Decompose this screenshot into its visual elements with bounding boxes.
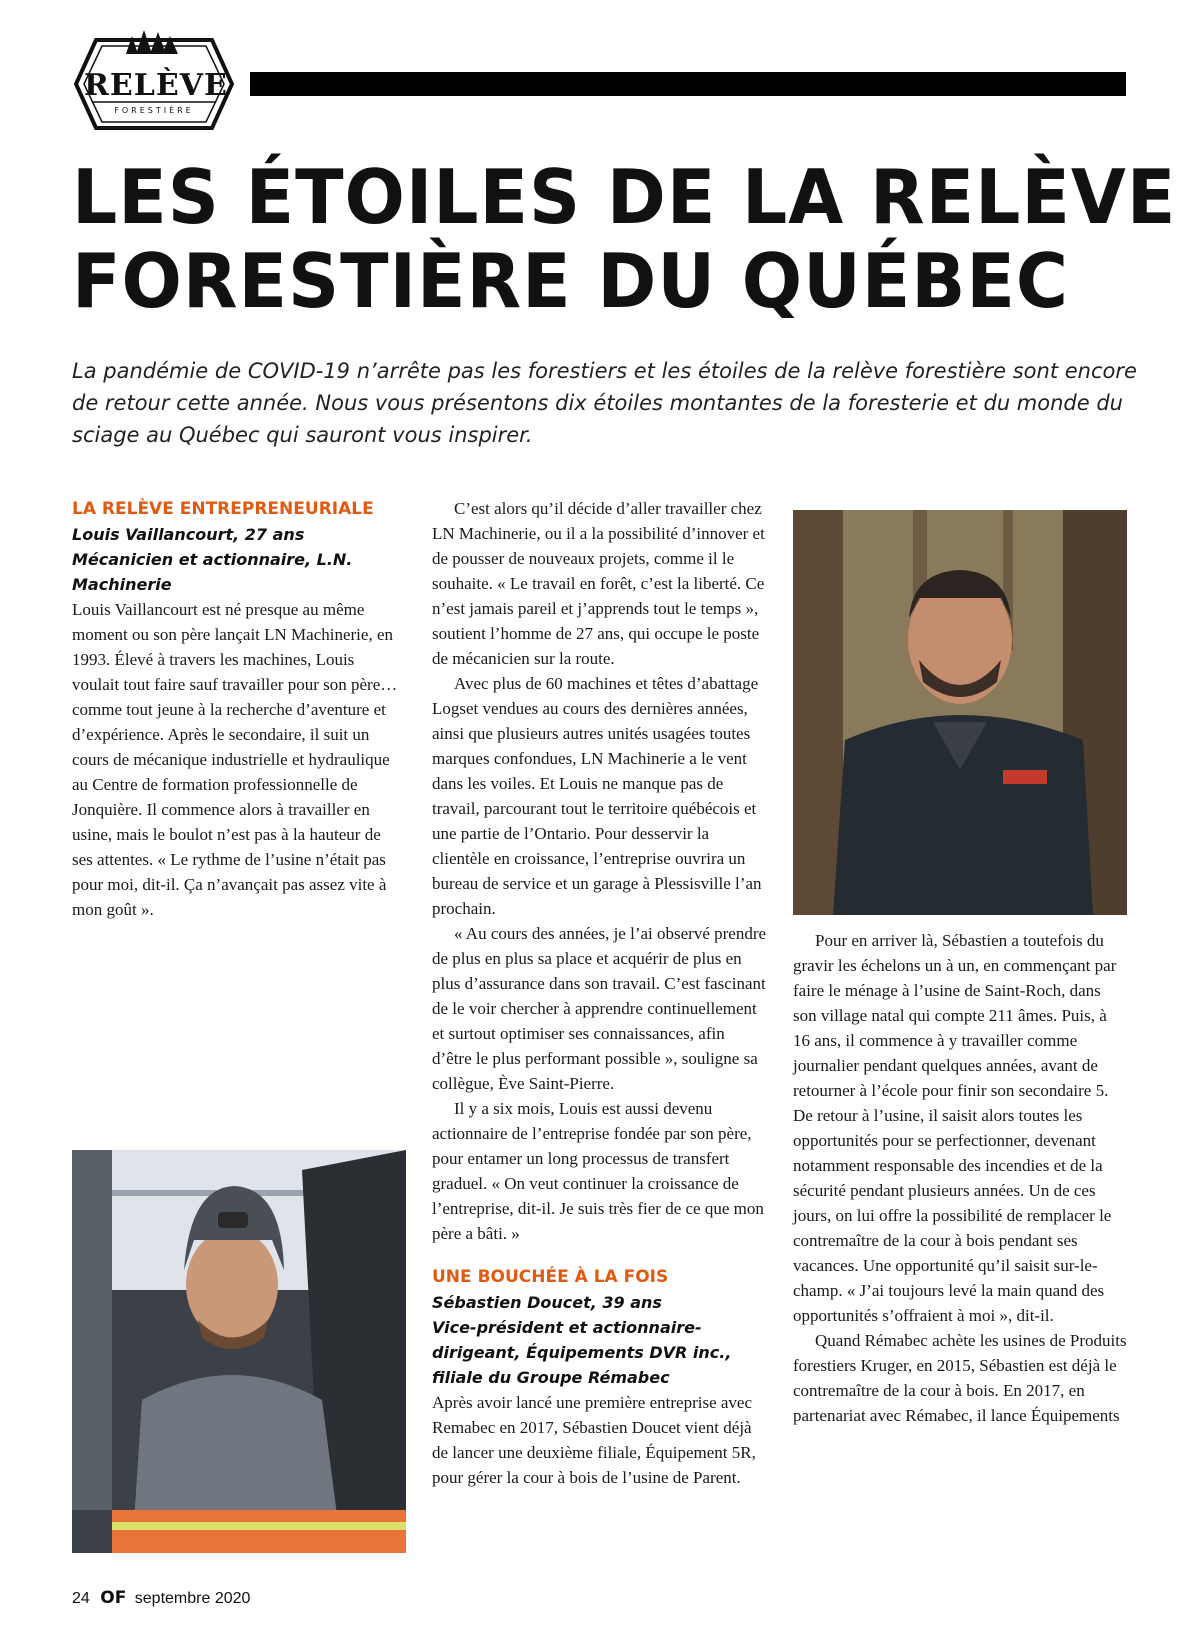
article-title xyxy=(72,153,1177,326)
magazine-name: OF xyxy=(100,1588,127,1608)
photo-louis-vaillancourt xyxy=(72,1150,406,1553)
column-3 xyxy=(793,928,1127,1428)
photo-sebastien-doucet xyxy=(793,510,1127,915)
section-2-byline-name: Sébastien Doucet, 39 ans xyxy=(432,1293,662,1312)
column-1 xyxy=(72,496,402,922)
section-1-paragraph-2: C’est alors qu’il décide d’aller travailler chez LN Machinerie, ou il a la possibilité d’innover et de pousser de nouveaux projets, comme il le souhaite. « Le travail en forêt, c’est la liberté. Ce n’est jamais pareil et j’apprends tout le temps », soutient l’homme de 27 ans, qui occupe le poste de mécanicien sur la route. xyxy=(432,499,765,668)
page-footer xyxy=(72,1588,250,1608)
issue-date: septembre 2020 xyxy=(134,1590,251,1607)
title-line-1: LES ÉTOILES DE LA RELÈVE xyxy=(72,153,1177,242)
header-rule-bar xyxy=(250,72,1126,96)
title-line-2: FORESTIÈRE DU QUÉBEC xyxy=(72,237,1069,326)
section-1-heading: LA RELÈVE ENTREPRENEURIALE xyxy=(72,499,374,519)
article-intro: La pandémie de COVID-19 n’arrête pas les forestiers et les étoiles de la relève forestière sont encore de retour cette année. Nous vous présentons dix étoiles montantes de la foresterie et du monde du sciage au Québec qui sauront vous inspirer. xyxy=(72,359,1137,447)
section-1-paragraph-5: Il y a six mois, Louis est aussi devenu actionnaire de l’entreprise fondée par son père, pour entamer un long processus de transfert graduel. « On veut continuer la croissance de l’entreprise, dit-il. Je suis très fier de ce que mon père a bâti. » xyxy=(432,1099,764,1243)
section-2-heading: UNE BOUCHÉE À LA FOIS xyxy=(432,1267,669,1287)
column-2 xyxy=(432,496,767,1490)
section-1-paragraph-4: « Au cours des années, je l’ai observé prendre de plus en plus sa place et acquérir de plus en plus d’assurance dans son travail. C’est fascinant de le voir chercher à apprendre continuellement et surtout optimiser ses connaissances, afin d’être le plus performant possible », souligne sa collègue, Ève Saint-Pierre. xyxy=(432,924,767,1093)
section-2-paragraph-1: Après avoir lancé une première entreprise avec Remabec en 2017, Sébastien Doucet vient déjà de lancer une deuxième filiale, Équipement 5R, pour gérer la cour à bois de l’usine de Parent. xyxy=(432,1393,756,1487)
page-number: 24 xyxy=(72,1590,90,1607)
section-1-paragraph-3: Avec plus de 60 machines et têtes d’abattage Logset vendues au cours des dernières années, ainsi que plusieurs autres unités usagées toutes marques confondues, LN Machinerie a le vent dans les voiles. Et Louis ne manque pas de travail, parcourant tout le territoire québécois et une partie de l’Ontario. Pour desservir la clientèle en croissance, l’entreprise ouvrira un bureau de service et un garage à Plessisville l’an prochain. xyxy=(432,674,762,918)
section-2-paragraph-2: Pour en arriver là, Sébastien a toutefois du gravir les échelons un à un, en commençant par faire le ménage à l’usine de Saint-Roch, dans son village natal qui compte 211 âmes. Puis, à 16 ans, il commence à y travailler comme journalier pendant quelques années, avant de retourner à l’école pour finir son secondaire 5. De retour à l’usine, il saisit alors toutes les opportunités pour se perfectionner, devenant notamment responsable des incendies et de la sécurité pendant plusieurs années. Un de ces jours, on lui offre la possibilité de remplacer le contremaître de la cour à bois pendant ses vacances. Une opportunité qu’il saisit sur-le-champ. « J’ai toujours levé la main quand des opportunités s’offraient à moi », dit-il. xyxy=(793,931,1117,1325)
section-2-byline-role: Vice-président et actionnaire-dirigeant, Équipements DVR inc., filiale du Groupe Rémabec xyxy=(432,1318,732,1387)
section-1-byline-role: Mécanicien et actionnaire, L.N. Machinerie xyxy=(72,550,353,594)
section-1-byline-name: Louis Vaillancourt, 27 ans xyxy=(72,525,305,544)
section-2-paragraph-3: Quand Rémabec achète les usines de Produits forestiers Kruger, en 2015, Sébastien est déjà le contremaître de la cour à bois. En 2017, en partenariat avec Rémabec, il lance Équipements xyxy=(793,1331,1127,1425)
releve-forestiere-logo xyxy=(74,28,234,140)
section-1-paragraph-1: Louis Vaillancourt est né presque au même moment ou son père lançait LN Machinerie, en 1993. Élevé à travers les machines, Louis voulait tout faire sauf travailler pour son père… comme tout jeune à la recherche d’aventure et d’expérience. Après le secondaire, il suit un cours de mécanique industrielle et hydraulique au Centre de formation professionnelle de Jonquière. Il commence alors à travailler en usine, mais le boulot n’est pas à la hauteur de ses attentes. « Le rythme de l’usine n’était pas pour moi, dit-il. Ça n’avançait pas assez vite à mon goût ». xyxy=(72,600,398,919)
logo-main-text: RELÈVE xyxy=(84,68,228,103)
logo-sub-text: FORESTIÈRE xyxy=(114,106,194,115)
